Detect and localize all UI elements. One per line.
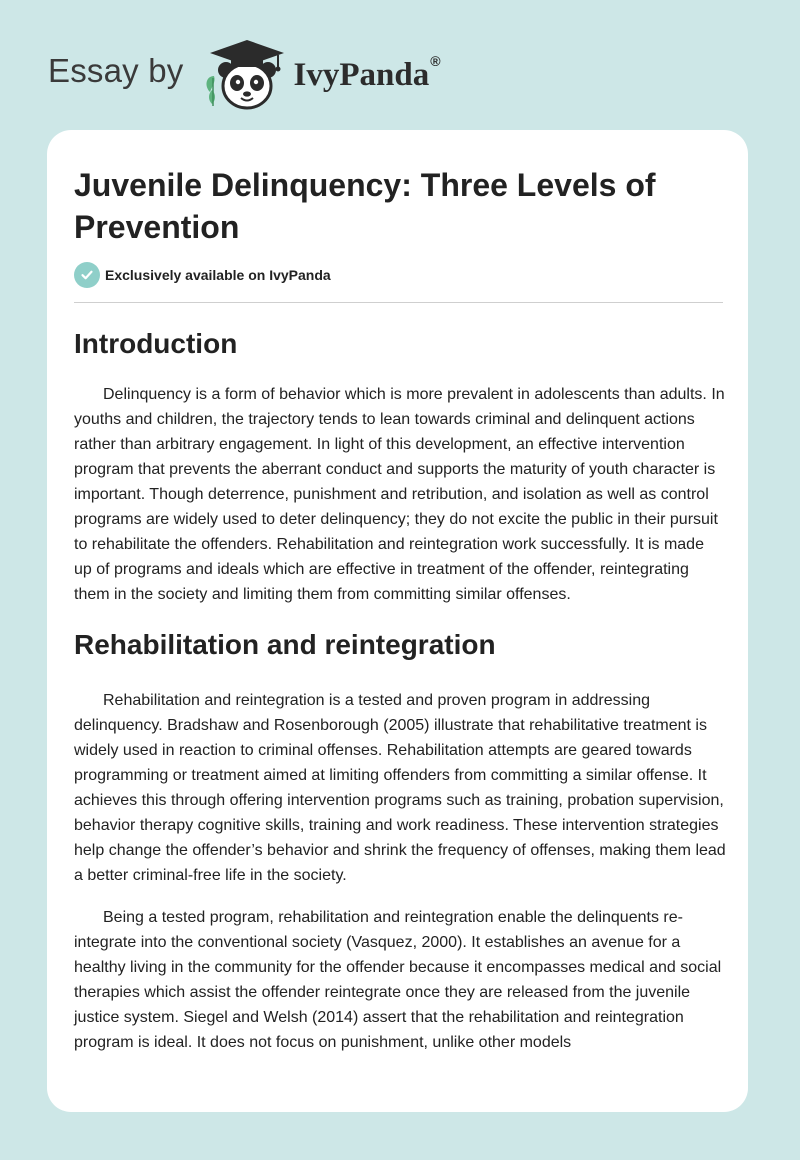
paragraph: Rehabilitation and reintegration is a tested and proven program in addressing delinquency. Bradshaw and Rosenborough (2005) illustrate that rehabilitative treatment is widely used in reaction to criminal offenses. Rehabilitation attempts are geared towards programming or treatment aimed at limiting offenders from committing a similar offense. It achieves this through offering intervention programs such as training, probation supervision, behavior therapy cognitive skills, training and work readiness. These intervention strategies help change the offender’s behavior and shrink the frequency of offenses, making them lead a better criminal-free life in the society. — [74, 692, 726, 884]
article-card — [47, 130, 748, 1112]
exclusive-badge-label: Exclusively available on IvyPanda — [105, 267, 331, 283]
article-body — [74, 320, 726, 1055]
brand-text: IvyPanda — [293, 56, 430, 93]
checkmark-icon — [74, 262, 100, 288]
panda-logo-icon[interactable] — [198, 36, 290, 112]
brand-name[interactable] — [293, 52, 441, 94]
title-divider — [74, 302, 723, 303]
exclusive-badge — [74, 262, 331, 288]
site-header — [48, 36, 441, 112]
essay-by-label: Essay by — [48, 52, 184, 89]
section-heading-introduction: Introduction — [74, 328, 238, 359]
registered-mark: ® — [430, 52, 441, 69]
paragraph: Being a tested program, rehabilitation and reintegration enable the delinquents re-integrate into the conventional society (Vasquez, 2000). It establishes an avenue for a healthy living in the community for the offender because it encompasses medical and social therapies which assist the offender reintegrate once they are released from the juvenile justice system. Siegel and Welsh (2014) assert that the rehabilitation and reintegration program is ideal. It does not focus on punishment, unlike other models — [74, 909, 722, 1051]
article-title: Juvenile Delinquency: Three Levels of Prevention — [74, 167, 656, 245]
section-heading-rehabilitation: Rehabilitation and reintegration — [74, 629, 496, 660]
paragraph: Delinquency is a form of behavior which is more prevalent in adolescents than adults. In youths and children, the trajectory tends to lean towards criminal and delinquent actions rather than arbitrary engagement. In light of this development, an effective intervention program that prevents the aberrant conduct and supports the maturity of youth character is important. Though deterrence, punishment and retribution, and isolation as well as control programs are widely used to deter delinquency; they do not excite the public in their pursuit to rehabilitate the offenders. Rehabilitation and reintegration work successfully. It is made up of programs and ideals which are effective in treatment of the offender, reintegrating them in the society and limiting them from committing similar offenses. — [74, 386, 725, 603]
